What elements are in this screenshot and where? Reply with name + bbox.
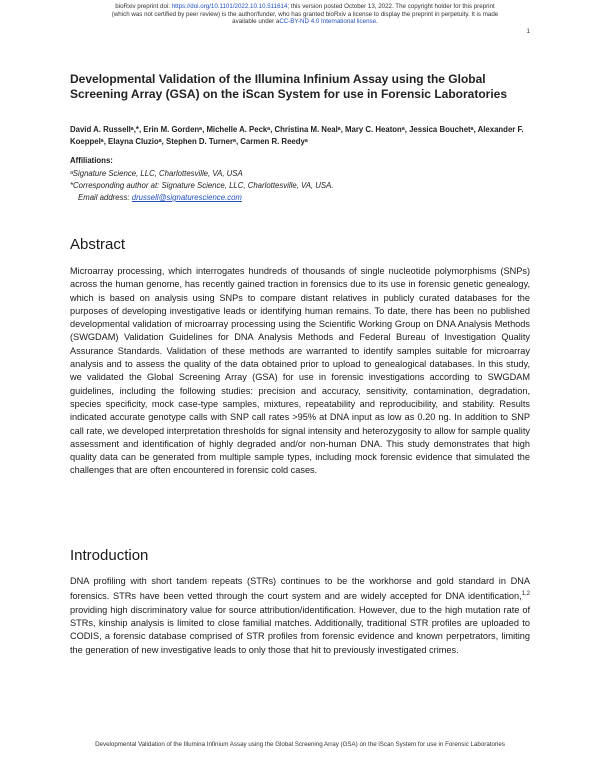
license-link[interactable]: CC-BY-ND 4.0 International license (279, 18, 377, 26)
header-line3a: available under a (232, 18, 280, 26)
author-list: David A. Russellᵃ,*, Erin M. Gordenᵃ, Michelle A. Peckᵃ, Christina M. Nealᵃ, Mary C. Heatonᵃ, Jessica Bouchetᵃ, Alexander F. Koeppelᵃ, Elayna Cluzioᵃ, Stephen D. Turnerᵃ, Carmen R. Reedyᵃ (70, 125, 524, 146)
page-footer: Developmental Validation of the Illumina Infinium Assay using the Global Screening Array (GSA) on the iScan System for use in Forensic Laboratories (95, 741, 505, 748)
intro-text-a: DNA profiling with short tandem repeats (STRs) continues to be the workhorse and gold standard in DNA forensics. STRs have been vetted through the court system and are widely accepted for DNA identification, (70, 576, 530, 602)
header-line2: (which was not certified by peer review) is the author/funder, who has granted bioRxiv a license to display the preprint in perpetuity. It is made (111, 10, 499, 18)
preprint-header (70, 3, 540, 26)
header-line1a: bioRxiv preprint doi: (115, 3, 172, 10)
intro-text-b: providing high discriminatory value for source attribution/identification. However, due to the high mutation rate of STRs, kinship analysis is limited to close familial matches. Additionally, traditional STR profiles are uploaded to CODIS, a forensic database comprised of STR profiles from forensic evidence and known perpetrators, limiting the generation of new investigative leads to only those that hit to previously investigated crimes. (70, 604, 530, 655)
affiliation-line: ᵃSignature Science, LLC, Charlottesville, VA, USA (70, 169, 243, 178)
citation-superscript: 1,2 (521, 591, 530, 598)
abstract-body: Microarray processing, which interrogates hundreds of thousands of single nucleotide polymorphisms (SNPs) across the human genome, has recently gained traction in forensics due to its use in forensic genetic genealogy, which is based on analysis using SNPs to compare distant relatives in publicly curated databases for the purposes of developing investigative leads or identifying human remains. To date, there has been no published developmental validation of microarray processing using the Scientific Working Group on DNA Analysis Methods (SWGDAM) Validation Guidelines for DNA Analysis Methods and Federal Bureau of Investigation Quality Assurance Standards. Validation of these methods are warranted to identify samples suitable for microarray analysis and to assess the quality of the data obtained prior to upload to genealogical databases. In this study, we validated the Global Screening Array (GSA) for use in forensic investigations according to SWGDAM guidelines, including the following studies: precision and accuracy, sensitivity, contamination, degradation, species specificity, mock case-type samples, mixtures, repeatability and reproducibility, and stability. Results indicated accurate genotype calls with SNP call rates >95% at DNA input as low as 0.20 ng. In addition to SNP call rate, we developed interpretation thresholds for signal intensity and heterozygosity to allow for sample quality assessment and identification of highly degraded and/or non-human DNA. This study demonstrates that high quality data can be generated from multiple sample types, including mock forensic evidence that simulated the challenges that are often encountered in forensic cold cases. (70, 266, 530, 476)
paper-title: Developmental Validation of the Illumina Infinium Assay using the Global Screening Array (GSA) on the iScan System for use in Forensic Laboratories (70, 72, 508, 101)
affiliations-heading: Affiliations: (70, 156, 113, 165)
email-link[interactable]: drussell@signaturescience.com (131, 193, 242, 202)
header-line1b: ; this version posted October 13, 2022. The copyright holder for this preprint (287, 3, 495, 10)
email-label: Email address: (78, 193, 132, 202)
affiliations (70, 168, 530, 204)
doi-link[interactable]: https://doi.org/10.1101/2022.10.10.511614 (171, 3, 288, 10)
corresponding-author-line: *Corresponding author at: Signature Science, LLC, Charlottesville, VA, USA. (70, 181, 334, 190)
introduction-body (70, 575, 530, 657)
introduction-heading: Introduction (70, 547, 149, 564)
page-number: 1 (526, 28, 530, 35)
header-line3b: . (376, 18, 378, 26)
abstract-heading: Abstract (70, 236, 126, 253)
